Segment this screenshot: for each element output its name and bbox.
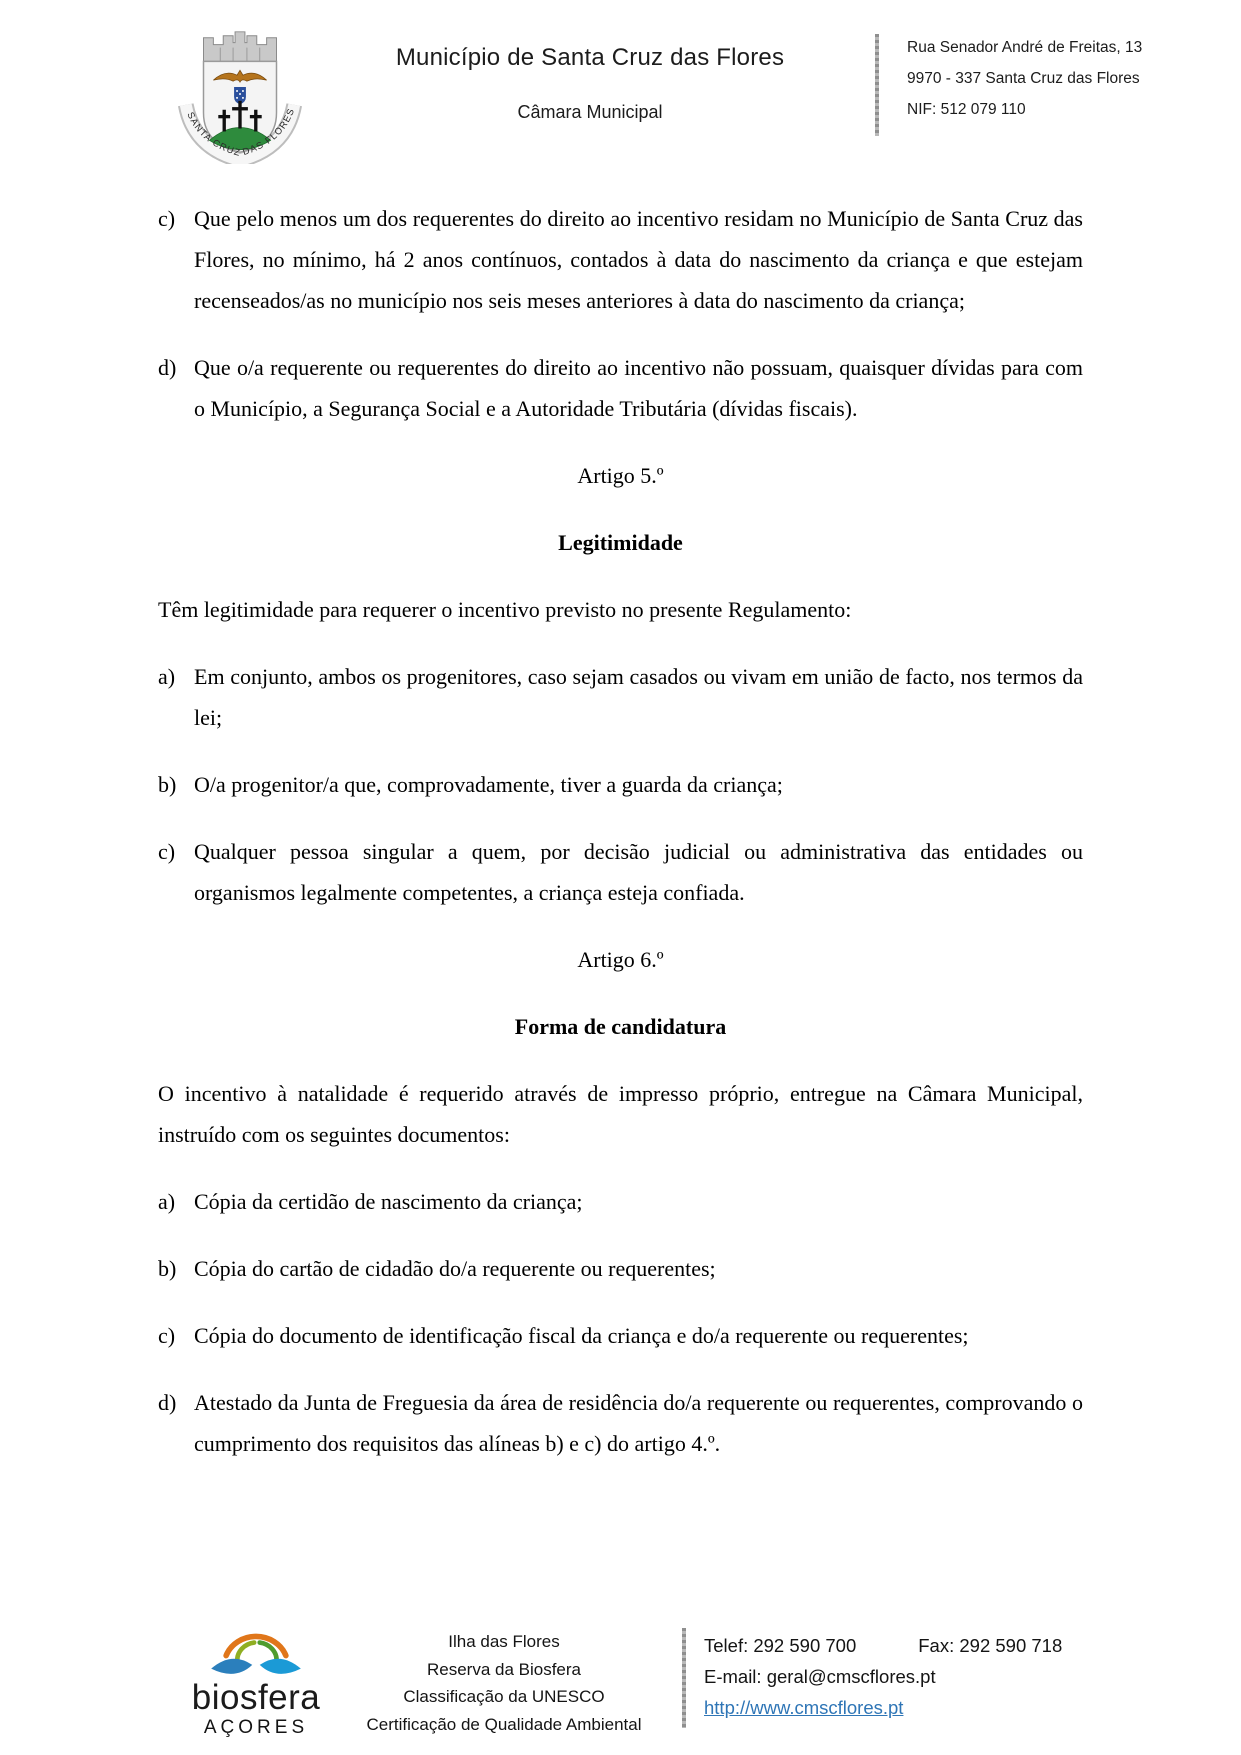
biosfera-leaves-icon [186,1622,326,1678]
list-item-letter: c) [158,206,176,231]
address-nif: NIF: 512 079 110 [907,101,1026,118]
list-item-text: Em conjunto, ambos os progenitores, caso sejam casados ou vivam em união de facto, nos termos da lei; [194,664,1083,730]
list-item-text: Atestado da Junta de Freguesia da área de residência do/a requerente ou requerentes, comprovando o cumprimento dos requisitos das alíneas b) e c) do artigo 4.º. [194,1390,1083,1456]
list-item [158,831,1083,913]
biosfera-logo [172,1620,340,1739]
list-item [158,347,1083,429]
article5-number: Artigo 5.º [577,463,664,488]
email-address: E-mail: geral@cmscflores.pt [704,1666,936,1687]
list-item-letter: a) [158,1189,176,1214]
article6-number: Artigo 6.º [577,947,664,972]
article5-title: Legitimidade [558,530,683,555]
municipal-coat-of-arms-icon [175,18,305,164]
footer-certifications [340,1620,668,1738]
phone-row [704,1630,1062,1661]
list-item-letter: b) [158,1256,177,1281]
list-item-letter: c) [158,839,176,864]
list-item-text: Cópia do cartão de cidadão do/a requerente ou requerentes; [194,1256,716,1281]
footer-cert-line: Certificação de Qualidade Ambiental [366,1714,642,1734]
list-item-letter: b) [158,772,177,797]
biosfera-wordmark: biosfera [191,1678,321,1717]
list-item-text: O/a progenitor/a que, comprovadamente, tiver a guarda da criança; [194,772,783,797]
address-postal: 9970 - 337 Santa Cruz das Flores [907,70,1140,87]
footer-contacts [686,1620,1062,1723]
biosfera-region-label: AÇORES [203,1717,309,1738]
article6-title: Forma de candidatura [514,1014,727,1039]
list-item-text: Que o/a requerente ou requerentes do direito ao incentivo não possuam, quaisquer dívidas para com o Município, a Segurança Social e a Autoridade Tributária (dívidas fiscais). [194,355,1083,421]
list-item-text: Cópia da certidão de nascimento da criança; [194,1189,583,1214]
footer-cert-line: Reserva da Biosfera [426,1659,582,1679]
letterhead-header [0,0,1241,168]
list-item-letter: c) [158,1323,176,1348]
list-item-letter: d) [158,355,177,380]
telephone-number: Telef: 292 590 700 [704,1635,857,1656]
footer-cert-line: Classificação da UNESCO [403,1687,605,1706]
header-title-block [305,18,875,123]
list-item [158,1315,1083,1356]
footer-cert-line: Ilha das Flores [448,1632,560,1651]
crest-ribbon-label: SANTA CRUZ DAS FLORES [185,106,297,159]
list-item-letter: d) [158,1390,177,1415]
list-item-letter: a) [158,664,176,689]
header-address-block [879,18,1171,125]
letterhead-footer [0,1620,1241,1755]
list-item [158,656,1083,738]
document-body [0,168,1241,1490]
list-item-text: Qualquer pessoa singular a quem, por decisão judicial ou administrativa das entidades ou organismos legalmente competentes, a criança esteja confiada. [194,839,1083,905]
address-street: Rua Senador André de Freitas, 13 [907,39,1143,56]
municipality-name: Município de Santa Cruz das Flores [395,44,785,71]
website-link[interactable]: http://www.cmscflores.pt [704,1697,904,1718]
department-name: Câmara Municipal [517,102,663,122]
list-item [158,1248,1083,1289]
list-item-text: Que pelo menos um dos requerentes do direito ao incentivo residam no Município de Santa Cruz das Flores, no mínimo, há 2 anos contínuos, contados à data do nascimento da criança e que estejam recenseados/as no município nos seis meses anteriores à data do nascimento da criança; [194,206,1083,313]
list-item [158,764,1083,805]
fax-number: Fax: 292 590 718 [918,1635,1063,1656]
list-item-text: Cópia do documento de identificação fiscal da criança e do/a requerente ou requerentes; [194,1323,969,1348]
article5-intro: Têm legitimidade para requerer o incentivo previsto no presente Regulamento: [158,597,852,622]
list-item [158,1181,1083,1222]
list-item [158,1382,1083,1464]
article6-intro: O incentivo à natalidade é requerido através de impresso próprio, entregue na Câmara Municipal, instruído com os seguintes documentos: [158,1081,1083,1147]
list-item [158,198,1083,321]
